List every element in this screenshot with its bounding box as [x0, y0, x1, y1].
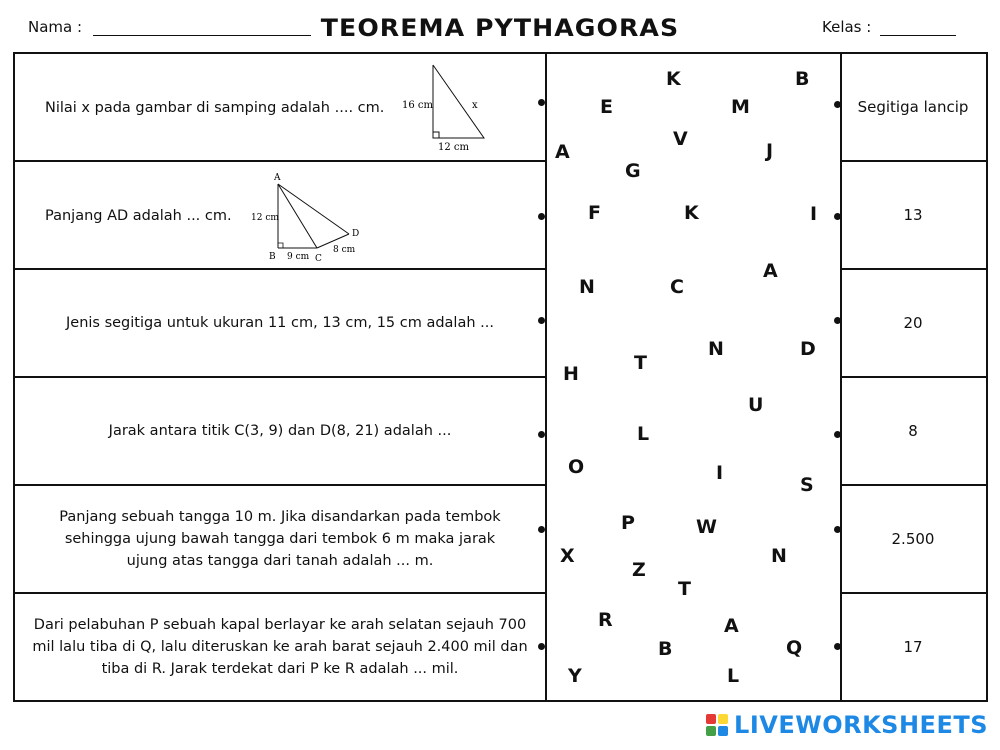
question-row	[15, 162, 545, 270]
answer-dot[interactable]	[834, 431, 841, 438]
scatter-letter: L	[727, 665, 740, 687]
scatter-letter: N	[579, 276, 595, 298]
scatter-letter: C	[670, 276, 684, 298]
scatter-letter: V	[673, 128, 688, 150]
answer-dot[interactable]	[834, 101, 841, 108]
scatter-letter: N	[771, 545, 787, 567]
scatter-letter: U	[748, 394, 764, 416]
question-row	[15, 594, 545, 700]
scatter-letter: K	[666, 68, 681, 90]
page-title: TEOREMA PYTHAGORAS	[320, 14, 680, 42]
answer-row	[840, 486, 986, 594]
answer-text: 8	[908, 422, 918, 440]
fig2-cd: 8 cm	[333, 245, 356, 255]
scatter-letter: T	[678, 578, 691, 600]
scatter-letter: O	[568, 456, 585, 478]
scatter-letter: B	[795, 68, 810, 90]
fig1-side-a: 16 cm	[402, 100, 433, 111]
question-dot[interactable]	[538, 643, 545, 650]
scatter-letter: W	[696, 516, 717, 538]
answer-dot[interactable]	[834, 526, 841, 533]
answer-text: 13	[903, 206, 923, 224]
scatter-letter: N	[708, 338, 724, 360]
question-dot[interactable]	[538, 317, 545, 324]
worksheet-table	[13, 52, 988, 702]
question-dot[interactable]	[538, 213, 545, 220]
right-triangle-figure	[400, 62, 510, 154]
answer-row	[840, 594, 986, 700]
name-label: Nama :	[28, 18, 83, 36]
answer-row	[840, 270, 986, 378]
scatter-letter: A	[763, 260, 778, 282]
question-dot[interactable]	[538, 431, 545, 438]
scatter-letter: K	[684, 202, 699, 224]
fig2-label-d: D	[352, 229, 360, 239]
fig2-label-c: C	[315, 254, 322, 264]
triangle-ad-figure	[245, 166, 370, 266]
answer-dot[interactable]	[834, 643, 841, 650]
scatter-letter: G	[625, 160, 641, 182]
class-field	[822, 18, 956, 36]
scatter-letter: H	[563, 363, 579, 385]
class-label: Kelas :	[822, 18, 872, 36]
letters-column	[545, 54, 842, 700]
scatter-letter: J	[766, 140, 774, 162]
scatter-letter: S	[800, 474, 814, 496]
scatter-letter: P	[621, 512, 635, 534]
scatter-letter: B	[658, 638, 673, 660]
scatter-letter: A	[724, 615, 739, 637]
fig2-label-a: A	[274, 173, 281, 183]
question-row	[15, 486, 545, 594]
scatter-letter: A	[555, 141, 570, 163]
scatter-letter: M	[731, 96, 750, 118]
scatter-letter: I	[716, 462, 724, 484]
question-text: Jenis segitiga untuk ukuran 11 cm, 13 cm, 15 cm adalah ...	[66, 315, 494, 331]
question-row	[15, 54, 545, 162]
fig1-hyp: x	[472, 100, 478, 111]
fig1-side-b: 12 cm	[438, 142, 469, 153]
fig2-ab: 12 cm	[251, 213, 279, 223]
logo-text: LIVEWORKSHEETS	[734, 711, 988, 739]
scatter-letter: Z	[632, 559, 646, 581]
answer-dot[interactable]	[834, 213, 841, 220]
scatter-letter: Y	[568, 665, 582, 687]
answer-row	[840, 378, 986, 486]
class-blank[interactable]	[880, 19, 956, 36]
scatter-letter: L	[637, 423, 650, 445]
question-text: Jarak antara titik C(3, 9) dan D(8, 21) adalah ...	[108, 423, 452, 439]
answers-column	[840, 54, 986, 700]
liveworksheets-logo	[706, 708, 988, 742]
question-text: Panjang sebuah tangga 10 m. Jika disandarkan pada tembok sehingga ujung bawah tangga dari tembok 6 m maka jarak ujung atas tangga dari tanah adalah ... m.	[59, 509, 501, 569]
answer-text: 20	[903, 314, 923, 332]
fig2-bc: 9 cm	[287, 252, 310, 262]
logo-icon	[706, 714, 728, 736]
answer-dot[interactable]	[834, 317, 841, 324]
scatter-letter: T	[634, 352, 647, 374]
scatter-letter: Q	[786, 637, 803, 659]
answer-text: Segitiga lancip	[857, 98, 969, 116]
question-text: Nilai x pada gambar di samping adalah .... cm.	[45, 100, 385, 116]
answer-text: 2.500	[891, 530, 935, 548]
scatter-letter: I	[810, 203, 818, 225]
question-row	[15, 270, 545, 378]
question-row	[15, 378, 545, 486]
fig2-label-b: B	[269, 252, 276, 262]
scatter-letter: R	[598, 609, 613, 631]
answer-text: 17	[903, 638, 923, 656]
scatter-letter: X	[560, 545, 575, 567]
answer-row	[840, 162, 986, 270]
questions-column	[15, 54, 547, 700]
answer-row	[840, 54, 986, 162]
scatter-letter: D	[800, 338, 816, 360]
question-text: Dari pelabuhan P sebuah kapal berlayar ke arah selatan sejauh 700 mil lalu tiba di Q, lalu diteruskan ke arah barat sejauh 2.400 mil dan tiba di R. Jarak terdekat dari P ke R adalah ... mil.	[32, 617, 528, 677]
scatter-letter: E	[600, 96, 613, 118]
scatter-letter: F	[588, 202, 601, 224]
question-text: Panjang AD adalah ... cm.	[45, 208, 232, 224]
question-dot[interactable]	[538, 99, 545, 106]
question-dot[interactable]	[538, 526, 545, 533]
